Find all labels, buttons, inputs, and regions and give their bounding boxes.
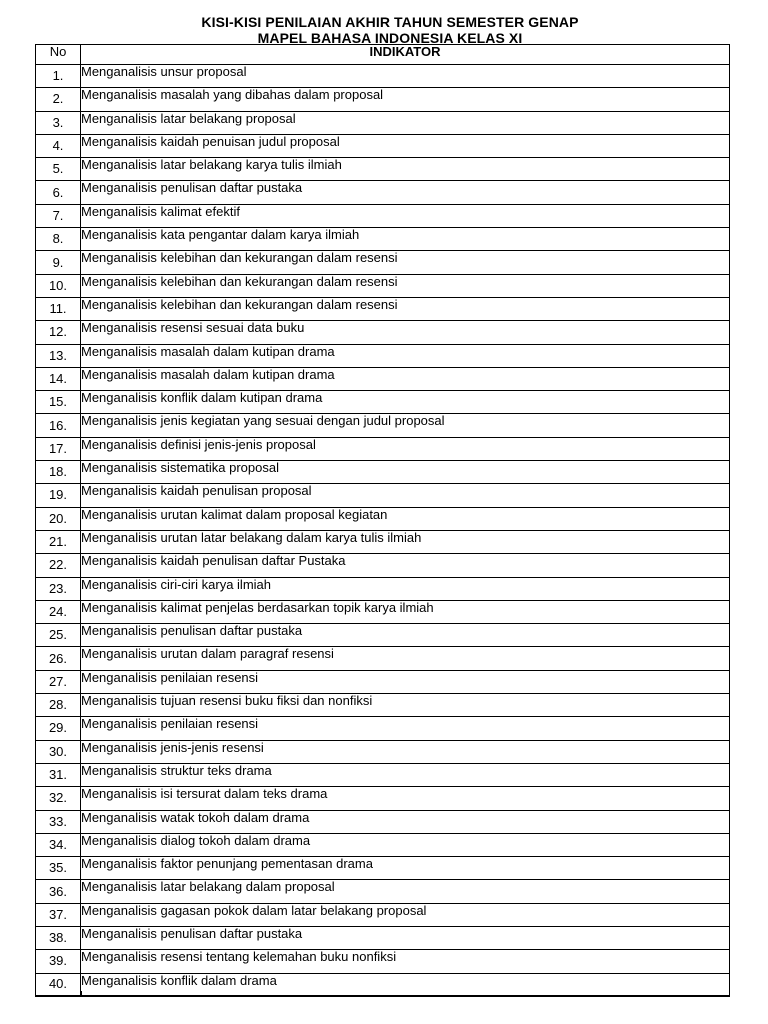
table-row [36, 367, 730, 390]
row-indikator: Menganalisis resensi sesuai data buku [81, 321, 730, 344]
table-row [36, 670, 730, 693]
document-title-line-2: MAPEL BAHASA INDONESIA KELAS XI [257, 30, 523, 46]
row-indikator: Menganalisis penulisan daftar pustaka [81, 181, 730, 204]
row-number: 33. [36, 810, 81, 833]
row-number: 32. [36, 787, 81, 810]
row-indikator: Menganalisis tujuan resensi buku fiksi dan nonfiksi [81, 694, 730, 717]
table-row [36, 391, 730, 414]
row-indikator: Menganalisis masalah dalam kutipan drama [81, 367, 730, 390]
row-number: 18. [36, 461, 81, 484]
table-row [36, 647, 730, 670]
table-row [36, 437, 730, 460]
row-number: 39. [36, 950, 81, 973]
header-row [36, 45, 730, 65]
table-row [36, 903, 730, 926]
row-number: 2. [36, 88, 81, 111]
row-indikator: Menganalisis urutan kalimat dalam proposal kegiatan [81, 507, 730, 530]
table-row [36, 577, 730, 600]
table-row [36, 740, 730, 763]
row-indikator: Menganalisis latar belakang dalam proposal [81, 880, 730, 903]
row-indikator: Menganalisis kaidah penulisan daftar Pustaka [81, 554, 730, 577]
row-number: 17. [36, 437, 81, 460]
row-number: 23. [36, 577, 81, 600]
row-indikator: Menganalisis ciri-ciri karya ilmiah [81, 577, 730, 600]
row-indikator: Menganalisis konflik dalam kutipan drama [81, 391, 730, 414]
row-indikator: Menganalisis faktor penunjang pementasan drama [81, 857, 730, 880]
table-row [36, 461, 730, 484]
row-number: 3. [36, 111, 81, 134]
row-number: 6. [36, 181, 81, 204]
table-row [36, 228, 730, 251]
row-indikator: Menganalisis unsur proposal [81, 65, 730, 88]
table-row [36, 857, 730, 880]
row-indikator: Menganalisis jenis kegiatan yang sesuai dengan judul proposal [81, 414, 730, 437]
row-indikator: Menganalisis kata pengantar dalam karya ilmiah [81, 228, 730, 251]
row-number: 8. [36, 228, 81, 251]
table-row [36, 763, 730, 786]
row-number: 26. [36, 647, 81, 670]
row-number: 40. [36, 973, 81, 995]
row-number: 16. [36, 414, 81, 437]
row-indikator: Menganalisis penilaian resensi [81, 717, 730, 740]
row-number: 24. [36, 600, 81, 623]
table-row [36, 554, 730, 577]
table-row [36, 484, 730, 507]
row-number: 14. [36, 367, 81, 390]
row-indikator: Menganalisis kaidah penuisan judul proposal [81, 134, 730, 157]
table-row [36, 297, 730, 320]
table-row [36, 810, 730, 833]
row-number: 38. [36, 926, 81, 949]
row-indikator: Menganalisis sistematika proposal [81, 461, 730, 484]
row-number: 34. [36, 833, 81, 856]
row-indikator: Menganalisis jenis-jenis resensi [81, 740, 730, 763]
table-row [36, 111, 730, 134]
table-row [36, 600, 730, 623]
row-indikator: Menganalisis gagasan pokok dalam latar belakang proposal [81, 903, 730, 926]
row-indikator: Menganalisis kelebihan dan kekurangan dalam resensi [81, 274, 730, 297]
table-row [36, 65, 730, 88]
row-indikator: Menganalisis kelebihan dan kekurangan dalam resensi [81, 251, 730, 274]
table-body [36, 65, 730, 996]
row-indikator: Menganalisis masalah yang dibahas dalam proposal [81, 88, 730, 111]
row-number: 5. [36, 158, 81, 181]
header-no: No [36, 45, 81, 65]
row-number: 30. [36, 740, 81, 763]
row-number: 12. [36, 321, 81, 344]
table-row [36, 158, 730, 181]
table-row [36, 344, 730, 367]
row-indikator: Menganalisis urutan latar belakang dalam karya tulis ilmiah [81, 530, 730, 553]
row-number: 10. [36, 274, 81, 297]
table-row [36, 251, 730, 274]
row-indikator: Menganalisis struktur teks drama [81, 763, 730, 786]
table-row [36, 926, 730, 949]
row-number: 19. [36, 484, 81, 507]
row-number: 1. [36, 65, 81, 88]
row-indikator: Menganalisis watak tokoh dalam drama [81, 810, 730, 833]
table-row [36, 507, 730, 530]
table-row [36, 530, 730, 553]
row-indikator: Menganalisis penilaian resensi [81, 670, 730, 693]
table-bottom-border [35, 991, 730, 997]
row-number: 29. [36, 717, 81, 740]
row-number: 25. [36, 624, 81, 647]
table-row [36, 181, 730, 204]
row-number: 9. [36, 251, 81, 274]
row-indikator: Menganalisis kaidah penulisan proposal [81, 484, 730, 507]
row-indikator: Menganalisis penulisan daftar pustaka [81, 624, 730, 647]
indicator-table [35, 44, 730, 996]
row-indikator: Menganalisis isi tersurat dalam teks drama [81, 787, 730, 810]
table-row [36, 950, 730, 973]
table-row [36, 694, 730, 717]
row-number: 21. [36, 530, 81, 553]
table-row [36, 88, 730, 111]
row-indikator: Menganalisis kalimat penjelas berdasarkan topik karya ilmiah [81, 600, 730, 623]
table-row [36, 321, 730, 344]
row-number: 11. [36, 297, 81, 320]
row-indikator: Menganalisis latar belakang proposal [81, 111, 730, 134]
row-number: 4. [36, 134, 81, 157]
table-row [36, 624, 730, 647]
table-row [36, 274, 730, 297]
row-number: 22. [36, 554, 81, 577]
table-row [36, 787, 730, 810]
table-row [36, 717, 730, 740]
row-indikator: Menganalisis kelebihan dan kekurangan dalam resensi [81, 297, 730, 320]
table-row [36, 204, 730, 227]
row-number: 27. [36, 670, 81, 693]
document-title-line-1: KISI-KISI PENILAIAN AKHIR TAHUN SEMESTER GENAP [201, 14, 579, 30]
row-number: 13. [36, 344, 81, 367]
row-number: 37. [36, 903, 81, 926]
row-indikator: Menganalisis resensi tentang kelemahan buku nonfiksi [81, 950, 730, 973]
column-divider [81, 991, 82, 996]
row-indikator: Menganalisis masalah dalam kutipan drama [81, 344, 730, 367]
table-header [36, 45, 730, 65]
table-row [36, 833, 730, 856]
row-number: 7. [36, 204, 81, 227]
table-row [36, 414, 730, 437]
row-indikator: Menganalisis latar belakang karya tulis ilmiah [81, 158, 730, 181]
row-number: 36. [36, 880, 81, 903]
row-number: 15. [36, 391, 81, 414]
header-indikator: INDIKATOR [81, 45, 730, 65]
row-number: 20. [36, 507, 81, 530]
table-row [36, 880, 730, 903]
row-indikator: Menganalisis penulisan daftar pustaka [81, 926, 730, 949]
row-number: 31. [36, 763, 81, 786]
row-number: 28. [36, 694, 81, 717]
row-indikator: Menganalisis urutan dalam paragraf resensi [81, 647, 730, 670]
row-indikator: Menganalisis dialog tokoh dalam drama [81, 833, 730, 856]
row-indikator: Menganalisis definisi jenis-jenis proposal [81, 437, 730, 460]
row-number: 35. [36, 857, 81, 880]
table-row [36, 134, 730, 157]
row-indikator: Menganalisis kalimat efektif [81, 204, 730, 227]
row-indikator: Menganalisis konflik dalam drama [81, 973, 730, 995]
